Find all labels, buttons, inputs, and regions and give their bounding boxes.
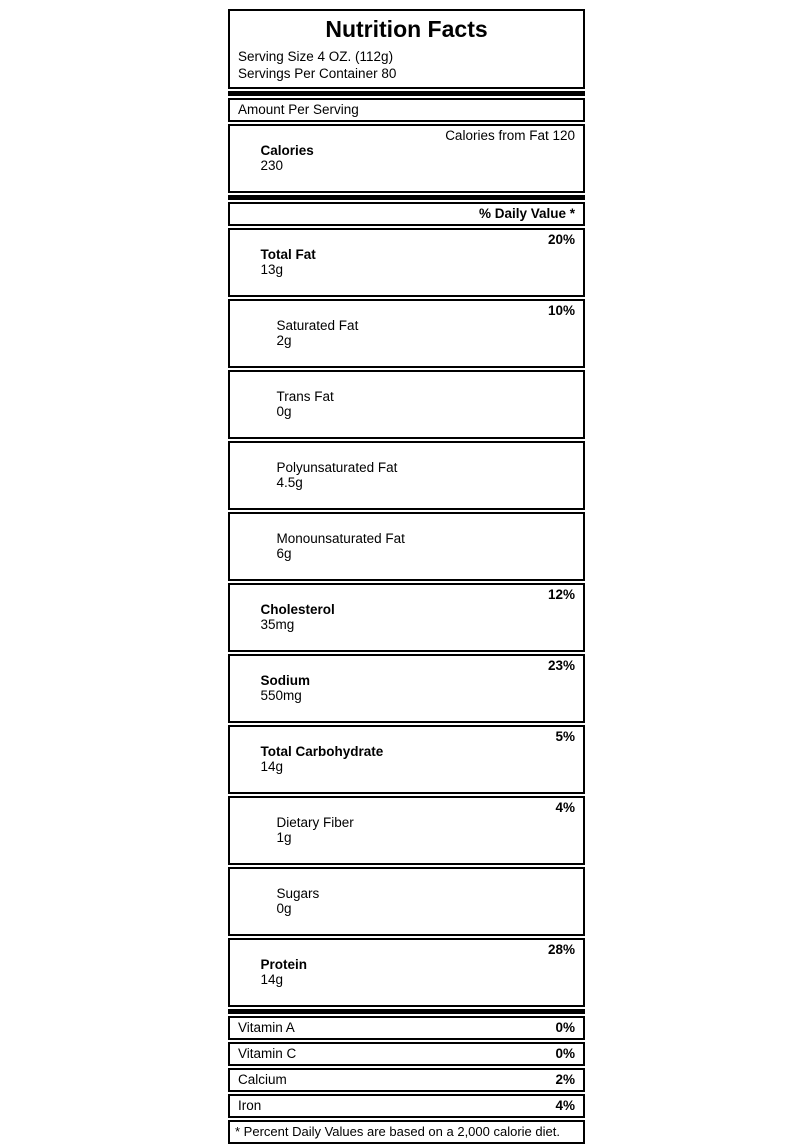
servings-per-container: Servings Per Container 80 [238,66,397,81]
calories-row [228,124,585,193]
nutrient-name: Total Fat [260,247,316,262]
micronutrient-name: Calcium [238,1072,287,1087]
nutrient-name: Protein [260,957,308,972]
footnote: * Percent Daily Values are based on a 2,000 calorie diet. [228,1120,585,1144]
nutrient-daily-value: 20% [547,232,575,247]
micronutrient-name: Vitamin C [238,1046,297,1061]
nutrient-row-monounsaturated-fat [228,512,585,581]
nutrient-amount: 1g [276,830,292,845]
micronutrient-daily-value: 4% [555,1098,575,1113]
nutrient-amount: 550mg [260,688,302,703]
nutrient-row-trans-fat [228,370,585,439]
nutrient-daily-value: 10% [547,303,575,318]
micronutrient-row-iron [228,1094,585,1118]
daily-value-header: % Daily Value * [478,206,575,221]
nutrient-row-polyunsaturated-fat [228,441,585,510]
nutrient-row-protein [228,938,585,1007]
nutrient-name: Sugars [276,886,320,901]
nutrient-amount: 14g [260,972,284,987]
nutrient-daily-value: 23% [547,658,575,673]
calories-value: 230 [260,158,284,173]
micronutrient-row-vitamin-a [228,1016,585,1040]
label-title: Nutrition Facts [325,16,488,42]
serving-size: Serving Size 4 OZ. (112g) [238,49,394,64]
nutrient-amount: 0g [276,901,292,916]
nutrient-amount: 35mg [260,617,295,632]
micronutrient-row-calcium [228,1068,585,1092]
nutrient-amount: 2g [276,333,292,348]
nutrient-daily-value: 12% [547,587,575,602]
section-divider [228,91,585,96]
nutrient-amount: 13g [260,262,284,277]
nutrient-row-sodium [228,654,585,723]
calories-from-fat: Calories from Fat 120 [445,128,575,143]
nutrient-name: Dietary Fiber [276,815,354,830]
calories-label: Calories [260,143,314,158]
nutrient-name: Polyunsaturated Fat [276,460,398,475]
section-divider [228,1009,585,1014]
nutrient-name: Sodium [260,673,311,688]
nutrition-facts-label [228,9,585,1144]
nutrient-row-cholesterol [228,583,585,652]
micronutrient-name: Iron [238,1098,262,1113]
micronutrient-daily-value: 0% [555,1046,575,1061]
nutrient-row-total-carbohydrate [228,725,585,794]
nutrient-name: Cholesterol [260,602,335,617]
nutrient-row-saturated-fat [228,299,585,368]
nutrient-row-dietary-fiber [228,796,585,865]
nutrient-amount: 6g [276,546,292,561]
nutrient-row-sugars [228,867,585,936]
micronutrient-daily-value: 2% [555,1072,575,1087]
nutrient-daily-value: 28% [547,942,575,957]
nutrient-name: Total Carbohydrate [260,744,384,759]
section-divider [228,195,585,200]
nutrient-daily-value: 4% [555,800,575,815]
nutrient-daily-value: 5% [555,729,575,744]
daily-value-header-row [228,202,585,226]
nutrient-amount: 14g [260,759,284,774]
nutrient-name: Saturated Fat [276,318,359,333]
nutrient-name: Trans Fat [276,389,334,404]
nutrient-amount: 4.5g [276,475,303,490]
nutrient-row-total-fat [228,228,585,297]
micronutrient-name: Vitamin A [238,1020,295,1035]
amount-per-serving-row [228,98,585,122]
label-header [228,9,585,89]
micronutrient-daily-value: 0% [555,1020,575,1035]
nutrient-amount: 0g [276,404,292,419]
micronutrient-row-vitamin-c [228,1042,585,1066]
amount-per-serving-label: Amount Per Serving [238,102,359,117]
nutrient-name: Monounsaturated Fat [276,531,405,546]
